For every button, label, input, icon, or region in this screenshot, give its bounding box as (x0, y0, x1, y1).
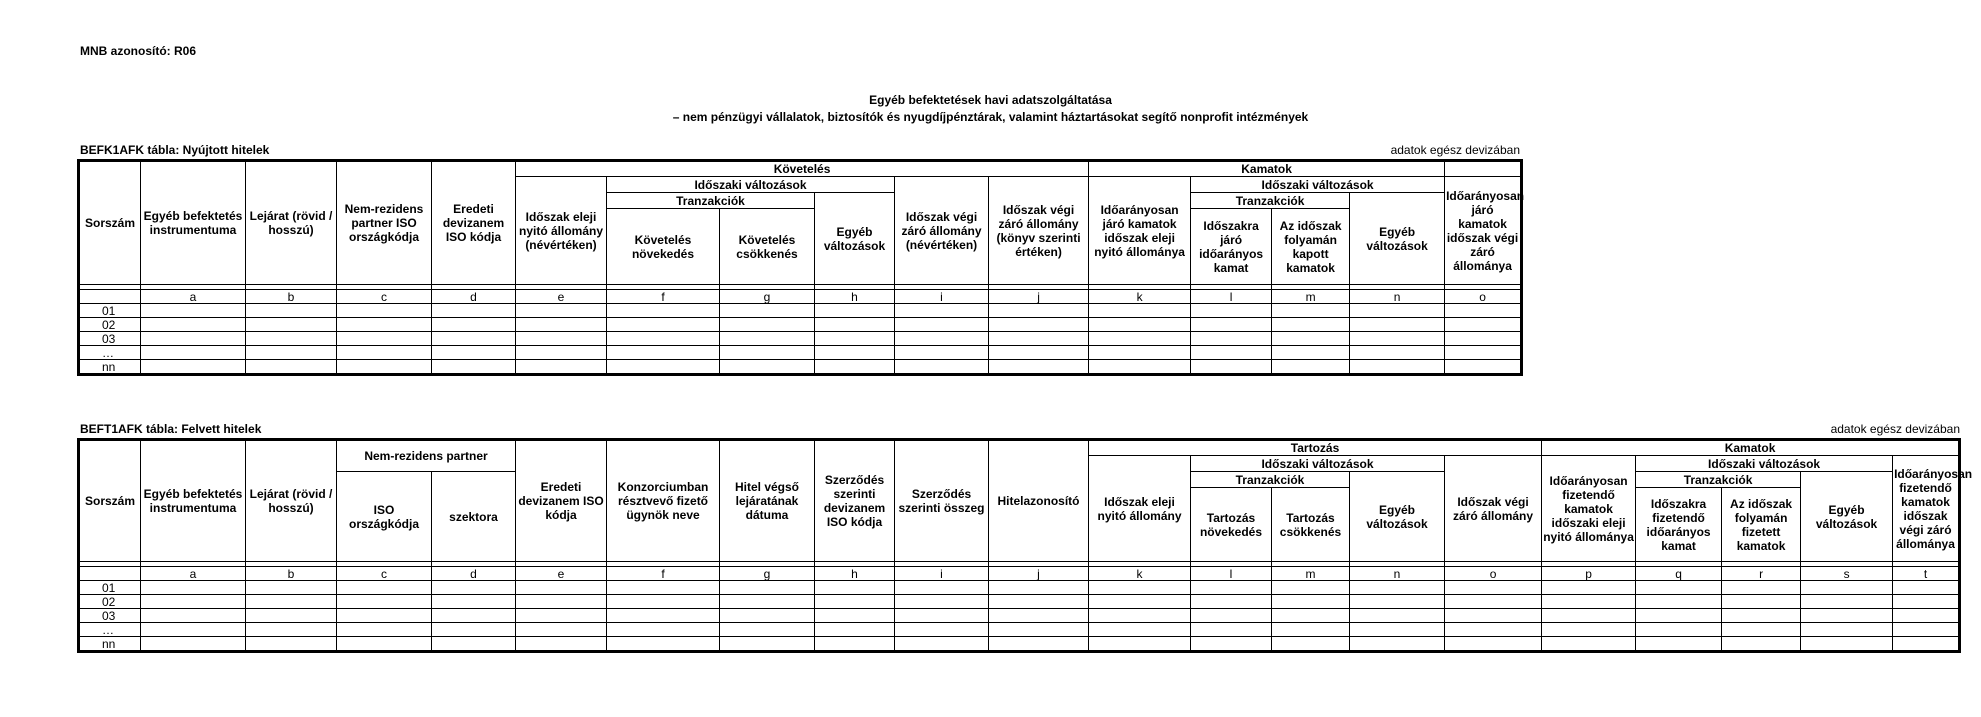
t2-h-tranzakciok: Tranzakciók (1191, 472, 1350, 488)
data-cell[interactable] (815, 637, 895, 652)
data-cell[interactable] (895, 609, 989, 623)
data-cell[interactable] (1445, 346, 1522, 360)
data-cell[interactable] (989, 346, 1089, 360)
data-cell[interactable] (895, 637, 989, 652)
data-cell[interactable] (720, 304, 815, 318)
page-subtitle: – nem pénzügyi vállalatok, biztosítók és nyugdíjpénztárak, valamint háztartásokat segítő nonprofit intézmények (672, 110, 1309, 124)
data-cell[interactable] (1445, 623, 1542, 637)
data-cell[interactable] (432, 581, 516, 595)
data-cell[interactable] (246, 609, 337, 623)
data-cell[interactable] (815, 346, 895, 360)
data-cell[interactable] (607, 595, 720, 609)
data-cell[interactable] (1272, 332, 1350, 346)
t1-h-k-egyeb: Egyéb változások (1350, 193, 1445, 285)
column-letter: j (989, 567, 1089, 581)
data-cell[interactable] (1893, 609, 1960, 623)
column-letter: n (1350, 567, 1445, 581)
data-cell[interactable] (989, 360, 1089, 375)
data-cell[interactable] (141, 581, 246, 595)
data-cell[interactable] (337, 346, 432, 360)
data-cell[interactable] (432, 304, 516, 318)
data-cell[interactable] (1191, 318, 1272, 332)
data-cell[interactable] (1272, 346, 1350, 360)
data-cell[interactable] (607, 304, 720, 318)
data-cell[interactable] (1542, 609, 1636, 623)
data-cell[interactable] (1191, 332, 1272, 346)
data-cell[interactable] (337, 623, 432, 637)
table-row (79, 595, 1960, 609)
data-cell[interactable] (246, 595, 337, 609)
data-cell[interactable] (1191, 304, 1272, 318)
data-cell[interactable] (1272, 360, 1350, 375)
data-cell[interactable] (1801, 581, 1893, 595)
data-cell[interactable] (1272, 609, 1350, 623)
data-cell[interactable] (1272, 581, 1350, 595)
t2-h-kamatok: Kamatok (1542, 440, 1960, 456)
data-cell[interactable] (1636, 595, 1722, 609)
row-number: 02 (79, 318, 141, 332)
column-letter: s (1801, 567, 1893, 581)
t2-h-idoszaki: Időszaki változások (1191, 456, 1445, 472)
row-number: nn (79, 637, 141, 652)
data-cell[interactable] (720, 623, 815, 637)
data-cell[interactable] (1350, 595, 1445, 609)
data-cell[interactable] (337, 318, 432, 332)
data-cell[interactable] (989, 304, 1089, 318)
data-cell[interactable] (1350, 581, 1445, 595)
data-cell[interactable] (815, 360, 895, 375)
column-letter: d (432, 567, 516, 581)
data-cell[interactable] (607, 332, 720, 346)
data-cell[interactable] (1722, 623, 1801, 637)
data-cell[interactable] (516, 318, 607, 332)
table-row (79, 360, 1522, 375)
t1-h-k-kapott: Az időszak folyamán kapott kamatok (1272, 209, 1350, 285)
data-cell[interactable] (895, 332, 989, 346)
page-title: Egyéb befektetések havi adatszolgáltatása (869, 93, 1112, 107)
data-cell[interactable] (815, 304, 895, 318)
t2-h-sorszam: Sorszám (79, 440, 141, 562)
data-cell[interactable] (432, 595, 516, 609)
table-row (79, 623, 1960, 637)
table1-unit: adatok egész devizában (1390, 143, 1520, 157)
data-cell[interactable] (432, 609, 516, 623)
data-cell[interactable] (1445, 595, 1542, 609)
letter-cell-empty (79, 290, 141, 304)
table-row (79, 609, 1960, 623)
data-cell[interactable] (989, 332, 1089, 346)
column-letter: a (141, 290, 246, 304)
column-letter: k (1089, 290, 1191, 304)
t2-h-vegso-lejarat: Hitel végső lejáratának dátuma (720, 440, 815, 562)
data-cell[interactable] (1893, 581, 1960, 595)
t2-h-k-fizetett: Az időszak folyamán fizetett kamatok (1722, 488, 1801, 562)
data-cell[interactable] (895, 346, 989, 360)
row-number: … (79, 346, 141, 360)
t1-h-idoszaki: Időszaki változások (607, 177, 895, 193)
data-cell[interactable] (1191, 581, 1272, 595)
column-letter: r (1722, 567, 1801, 581)
column-letter: a (141, 567, 246, 581)
data-cell[interactable] (1272, 304, 1350, 318)
column-letter: f (607, 290, 720, 304)
data-cell[interactable] (1191, 609, 1272, 623)
data-cell[interactable] (720, 346, 815, 360)
row-number: nn (79, 360, 141, 375)
data-cell[interactable] (720, 595, 815, 609)
data-cell[interactable] (1272, 318, 1350, 332)
data-cell[interactable] (720, 581, 815, 595)
data-cell[interactable] (895, 360, 989, 375)
data-cell[interactable] (1089, 637, 1191, 652)
t2-h-partner: Nem-rezidens partner (337, 440, 516, 472)
data-cell[interactable] (1089, 304, 1191, 318)
t1-h-zaro-nevertek: Időszak végi záró állomány (névértéken) (895, 177, 989, 285)
data-cell[interactable] (141, 304, 246, 318)
t1-h-egyeb: Egyéb változások (815, 193, 895, 285)
data-cell[interactable] (432, 623, 516, 637)
data-cell[interactable] (516, 360, 607, 375)
table1-loans-granted (77, 159, 1523, 376)
column-letter: b (246, 567, 337, 581)
data-cell[interactable] (516, 595, 607, 609)
data-cell[interactable] (432, 332, 516, 346)
t1-h-instrument: Egyéb befektetés instrumentuma (141, 161, 246, 285)
column-letter: c (337, 567, 432, 581)
t1-h-kov-novekedes: Követelés növekedés (607, 209, 720, 285)
t1-column-letters (79, 290, 1522, 304)
t1-h-zaro-konyv: Időszak végi záró állomány (könyv szerinti értéken) (989, 177, 1089, 285)
data-cell[interactable] (1542, 623, 1636, 637)
table-row (79, 581, 1960, 595)
mnb-identifier: MNB azonosító: R06 (80, 44, 197, 58)
data-cell[interactable] (895, 623, 989, 637)
t2-h-lejarat: Lejárat (rövid / hosszú) (246, 440, 337, 562)
data-cell[interactable] (1350, 332, 1445, 346)
data-cell[interactable] (246, 637, 337, 652)
table2-loans-received (77, 438, 1973, 653)
data-cell[interactable] (432, 360, 516, 375)
data-cell[interactable] (989, 609, 1089, 623)
t1-h-nyito: Időszak eleji nyitó állomány (névértéken) (516, 177, 607, 285)
table-row (79, 318, 1522, 332)
data-cell[interactable] (1893, 595, 1960, 609)
data-cell[interactable] (337, 332, 432, 346)
data-cell[interactable] (432, 318, 516, 332)
data-cell[interactable] (1801, 637, 1893, 652)
column-letter: k (1089, 567, 1191, 581)
data-cell[interactable] (516, 581, 607, 595)
column-letter: o (1445, 567, 1542, 581)
data-cell[interactable] (1089, 595, 1191, 609)
data-cell[interactable] (720, 609, 815, 623)
t2-h-k-tranzakciok: Tranzakciók (1636, 472, 1801, 488)
data-cell[interactable] (141, 609, 246, 623)
data-cell[interactable] (1089, 346, 1191, 360)
t2-h-k-zaro: Időarányosan fizetendő kamatok időszak végi záró állománya (1893, 456, 1960, 562)
data-cell[interactable] (1636, 581, 1722, 595)
data-cell[interactable] (246, 360, 337, 375)
data-cell[interactable] (141, 360, 246, 375)
data-cell[interactable] (246, 332, 337, 346)
column-letter: h (815, 290, 895, 304)
data-cell[interactable] (815, 318, 895, 332)
t2-h-zaro: Időszak végi záró állomány (1445, 456, 1542, 562)
t1-h-koveteles: Követelés (516, 161, 1089, 177)
data-cell[interactable] (432, 637, 516, 652)
data-cell[interactable] (1801, 595, 1893, 609)
t1-h-k-tranzakciok: Tranzakciók (1191, 193, 1350, 209)
t2-h-k-idoszaki: Időszaki változások (1636, 456, 1893, 472)
column-letter: g (720, 290, 815, 304)
data-cell[interactable] (1636, 623, 1722, 637)
data-cell[interactable] (1350, 637, 1445, 652)
data-cell[interactable] (1801, 623, 1893, 637)
t1-h-k-idoszaki: Időszaki változások (1191, 177, 1445, 193)
data-cell[interactable] (1893, 623, 1960, 637)
data-cell[interactable] (516, 346, 607, 360)
data-cell[interactable] (720, 637, 815, 652)
data-cell[interactable] (1191, 360, 1272, 375)
data-cell[interactable] (1893, 637, 1960, 652)
data-cell[interactable] (516, 623, 607, 637)
data-cell[interactable] (337, 304, 432, 318)
column-letter: t (1893, 567, 1960, 581)
t2-h-t-novekedes: Tartozás növekedés (1191, 488, 1272, 562)
data-cell[interactable] (1089, 318, 1191, 332)
data-cell[interactable] (516, 332, 607, 346)
column-letter: p (1542, 567, 1636, 581)
data-cell[interactable] (516, 304, 607, 318)
data-cell[interactable] (141, 623, 246, 637)
data-cell[interactable] (432, 346, 516, 360)
data-cell[interactable] (607, 623, 720, 637)
t1-h-k-zaro: Időarányosan járó kamatok időszak végi záró állománya (1445, 177, 1522, 285)
data-cell[interactable] (1089, 609, 1191, 623)
data-cell[interactable] (1350, 318, 1445, 332)
column-letter: i (895, 290, 989, 304)
column-letter: d (432, 290, 516, 304)
data-cell[interactable] (1722, 637, 1801, 652)
data-cell[interactable] (815, 595, 895, 609)
t2-h-hitelazonosito: Hitelazonosító (989, 440, 1089, 562)
data-cell[interactable] (989, 318, 1089, 332)
data-cell[interactable] (337, 609, 432, 623)
column-letter: e (516, 290, 607, 304)
data-cell[interactable] (720, 360, 815, 375)
data-cell[interactable] (1089, 581, 1191, 595)
column-letter: i (895, 567, 989, 581)
t2-h-szerzodes-deviza: Szerződés szerinti devizanem ISO kódja (815, 440, 895, 562)
data-cell[interactable] (1722, 595, 1801, 609)
data-cell[interactable] (607, 637, 720, 652)
row-number: 01 (79, 581, 141, 595)
t2-h-k-egyeb: Egyéb változások (1801, 472, 1893, 562)
column-letter: f (607, 567, 720, 581)
column-letter: n (1350, 290, 1445, 304)
data-cell[interactable] (989, 595, 1089, 609)
data-cell[interactable] (607, 609, 720, 623)
data-cell[interactable] (1542, 595, 1636, 609)
column-letter: g (720, 567, 815, 581)
data-cell[interactable] (1636, 637, 1722, 652)
t1-h-kov-csokkenes: Követelés csökkenés (720, 209, 815, 285)
data-cell[interactable] (895, 581, 989, 595)
t2-h-k-nyito: Időarányosan fizetendő kamatok időszaki eleji nyitó állománya (1542, 456, 1636, 562)
data-cell[interactable] (1191, 637, 1272, 652)
t1-h-sorszam: Sorszám (79, 161, 141, 285)
data-cell[interactable] (246, 581, 337, 595)
data-cell[interactable] (141, 332, 246, 346)
data-cell[interactable] (607, 581, 720, 595)
data-cell[interactable] (1191, 346, 1272, 360)
data-cell[interactable] (1191, 595, 1272, 609)
column-letter: b (246, 290, 337, 304)
data-cell[interactable] (1445, 304, 1522, 318)
data-cell[interactable] (1350, 346, 1445, 360)
t2-h-szerzodes-osszeg: Szerződés szerinti összeg (895, 440, 989, 562)
row-number: … (79, 623, 141, 637)
t1-h-k-jaro: Időszakra járó időarányos kamat (1191, 209, 1272, 285)
data-cell[interactable] (720, 318, 815, 332)
t1-h-tranzakciok: Tranzakciók (607, 193, 815, 209)
data-cell[interactable] (1350, 360, 1445, 375)
data-cell[interactable] (1089, 623, 1191, 637)
t2-h-nyito: Időszak eleji nyitó állomány (1089, 456, 1191, 562)
t1-h-k-nyito: Időarányosan járó kamatok időszak eleji nyitó állománya (1089, 177, 1191, 285)
table-row (79, 332, 1522, 346)
data-cell[interactable] (815, 581, 895, 595)
column-letter: o (1445, 290, 1522, 304)
row-number: 02 (79, 595, 141, 609)
column-letter: m (1272, 567, 1350, 581)
data-cell[interactable] (1191, 623, 1272, 637)
data-cell[interactable] (516, 609, 607, 623)
data-cell[interactable] (337, 637, 432, 652)
t2-h-egyeb: Egyéb változások (1350, 472, 1445, 562)
data-cell[interactable] (1542, 637, 1636, 652)
column-letter: m (1272, 290, 1350, 304)
table1-label: BEFK1AFK tábla: Nyújtott hitelek (80, 143, 270, 157)
data-cell[interactable] (815, 332, 895, 346)
data-cell[interactable] (337, 595, 432, 609)
data-cell[interactable] (1445, 637, 1542, 652)
data-cell[interactable] (337, 360, 432, 375)
data-cell[interactable] (1089, 360, 1191, 375)
data-cell[interactable] (141, 595, 246, 609)
row-number: 03 (79, 609, 141, 623)
data-cell[interactable] (516, 637, 607, 652)
data-cell[interactable] (989, 581, 1089, 595)
data-cell[interactable] (1272, 623, 1350, 637)
data-cell[interactable] (1722, 609, 1801, 623)
column-letter: q (1636, 567, 1722, 581)
data-cell[interactable] (246, 318, 337, 332)
column-letter: l (1191, 567, 1272, 581)
data-cell[interactable] (1350, 609, 1445, 623)
data-cell[interactable] (1350, 623, 1445, 637)
t2-h-konzorcium: Konzorciumban résztvevő fizető ügynök neve (607, 440, 720, 562)
t2-column-letters (79, 567, 1960, 581)
t2-h-szektora: szektora (432, 472, 516, 562)
data-cell[interactable] (989, 637, 1089, 652)
table-row (79, 304, 1522, 318)
data-cell[interactable] (1722, 581, 1801, 595)
data-cell[interactable] (246, 304, 337, 318)
table2-label: BEFT1AFK tábla: Felvett hitelek (80, 422, 262, 436)
data-cell[interactable] (1801, 609, 1893, 623)
data-cell[interactable] (1542, 581, 1636, 595)
data-cell[interactable] (1350, 304, 1445, 318)
data-cell[interactable] (720, 332, 815, 346)
data-cell[interactable] (989, 623, 1089, 637)
data-cell[interactable] (141, 637, 246, 652)
row-number: 03 (79, 332, 141, 346)
data-cell[interactable] (607, 360, 720, 375)
table-row (79, 637, 1960, 652)
column-letter: j (989, 290, 1089, 304)
data-cell[interactable] (815, 609, 895, 623)
column-letter: c (337, 290, 432, 304)
data-cell[interactable] (607, 318, 720, 332)
data-cell[interactable] (1445, 609, 1542, 623)
data-cell[interactable] (141, 346, 246, 360)
t2-h-instrument: Egyéb befektetés instrumentuma (141, 440, 246, 562)
data-cell[interactable] (607, 346, 720, 360)
data-cell[interactable] (895, 318, 989, 332)
letter-cell-empty (79, 567, 141, 581)
data-cell[interactable] (895, 304, 989, 318)
data-cell[interactable] (1272, 637, 1350, 652)
data-cell[interactable] (1445, 581, 1542, 595)
data-cell[interactable] (141, 318, 246, 332)
t1-h-lejarat: Lejárat (rövid / hosszú) (246, 161, 337, 285)
data-cell[interactable] (1445, 360, 1522, 375)
t2-h-eredeti-deviza: Eredeti devizanem ISO kódja (516, 440, 607, 562)
t2-h-k-fizetendo: Időszakra fizetendő időarányos kamat (1636, 488, 1722, 562)
data-cell[interactable] (1089, 332, 1191, 346)
t2-h-t-csokkenes: Tartozás csökkenés (1272, 488, 1350, 562)
t1-h-eredeti-deviza: Eredeti devizanem ISO kódja (432, 161, 516, 285)
table2-unit: adatok egész devizában (1830, 422, 1960, 436)
data-cell[interactable] (815, 623, 895, 637)
column-letter: h (815, 567, 895, 581)
data-cell[interactable] (895, 595, 989, 609)
data-cell[interactable] (246, 623, 337, 637)
data-cell[interactable] (1272, 595, 1350, 609)
data-cell[interactable] (1636, 609, 1722, 623)
data-cell[interactable] (246, 346, 337, 360)
t1-h-partner-iso: Nem-rezidens partner ISO országkódja (337, 161, 432, 285)
data-cell[interactable] (1445, 318, 1522, 332)
t1-h-kamatok: Kamatok (1089, 161, 1445, 177)
t2-h-tartozas: Tartozás (1089, 440, 1542, 456)
table-row (79, 346, 1522, 360)
column-letter: l (1191, 290, 1272, 304)
t2-h-iso: ISO országkódja (337, 472, 432, 562)
row-number: 01 (79, 304, 141, 318)
data-cell[interactable] (337, 581, 432, 595)
column-letter: e (516, 567, 607, 581)
data-cell[interactable] (1445, 332, 1522, 346)
